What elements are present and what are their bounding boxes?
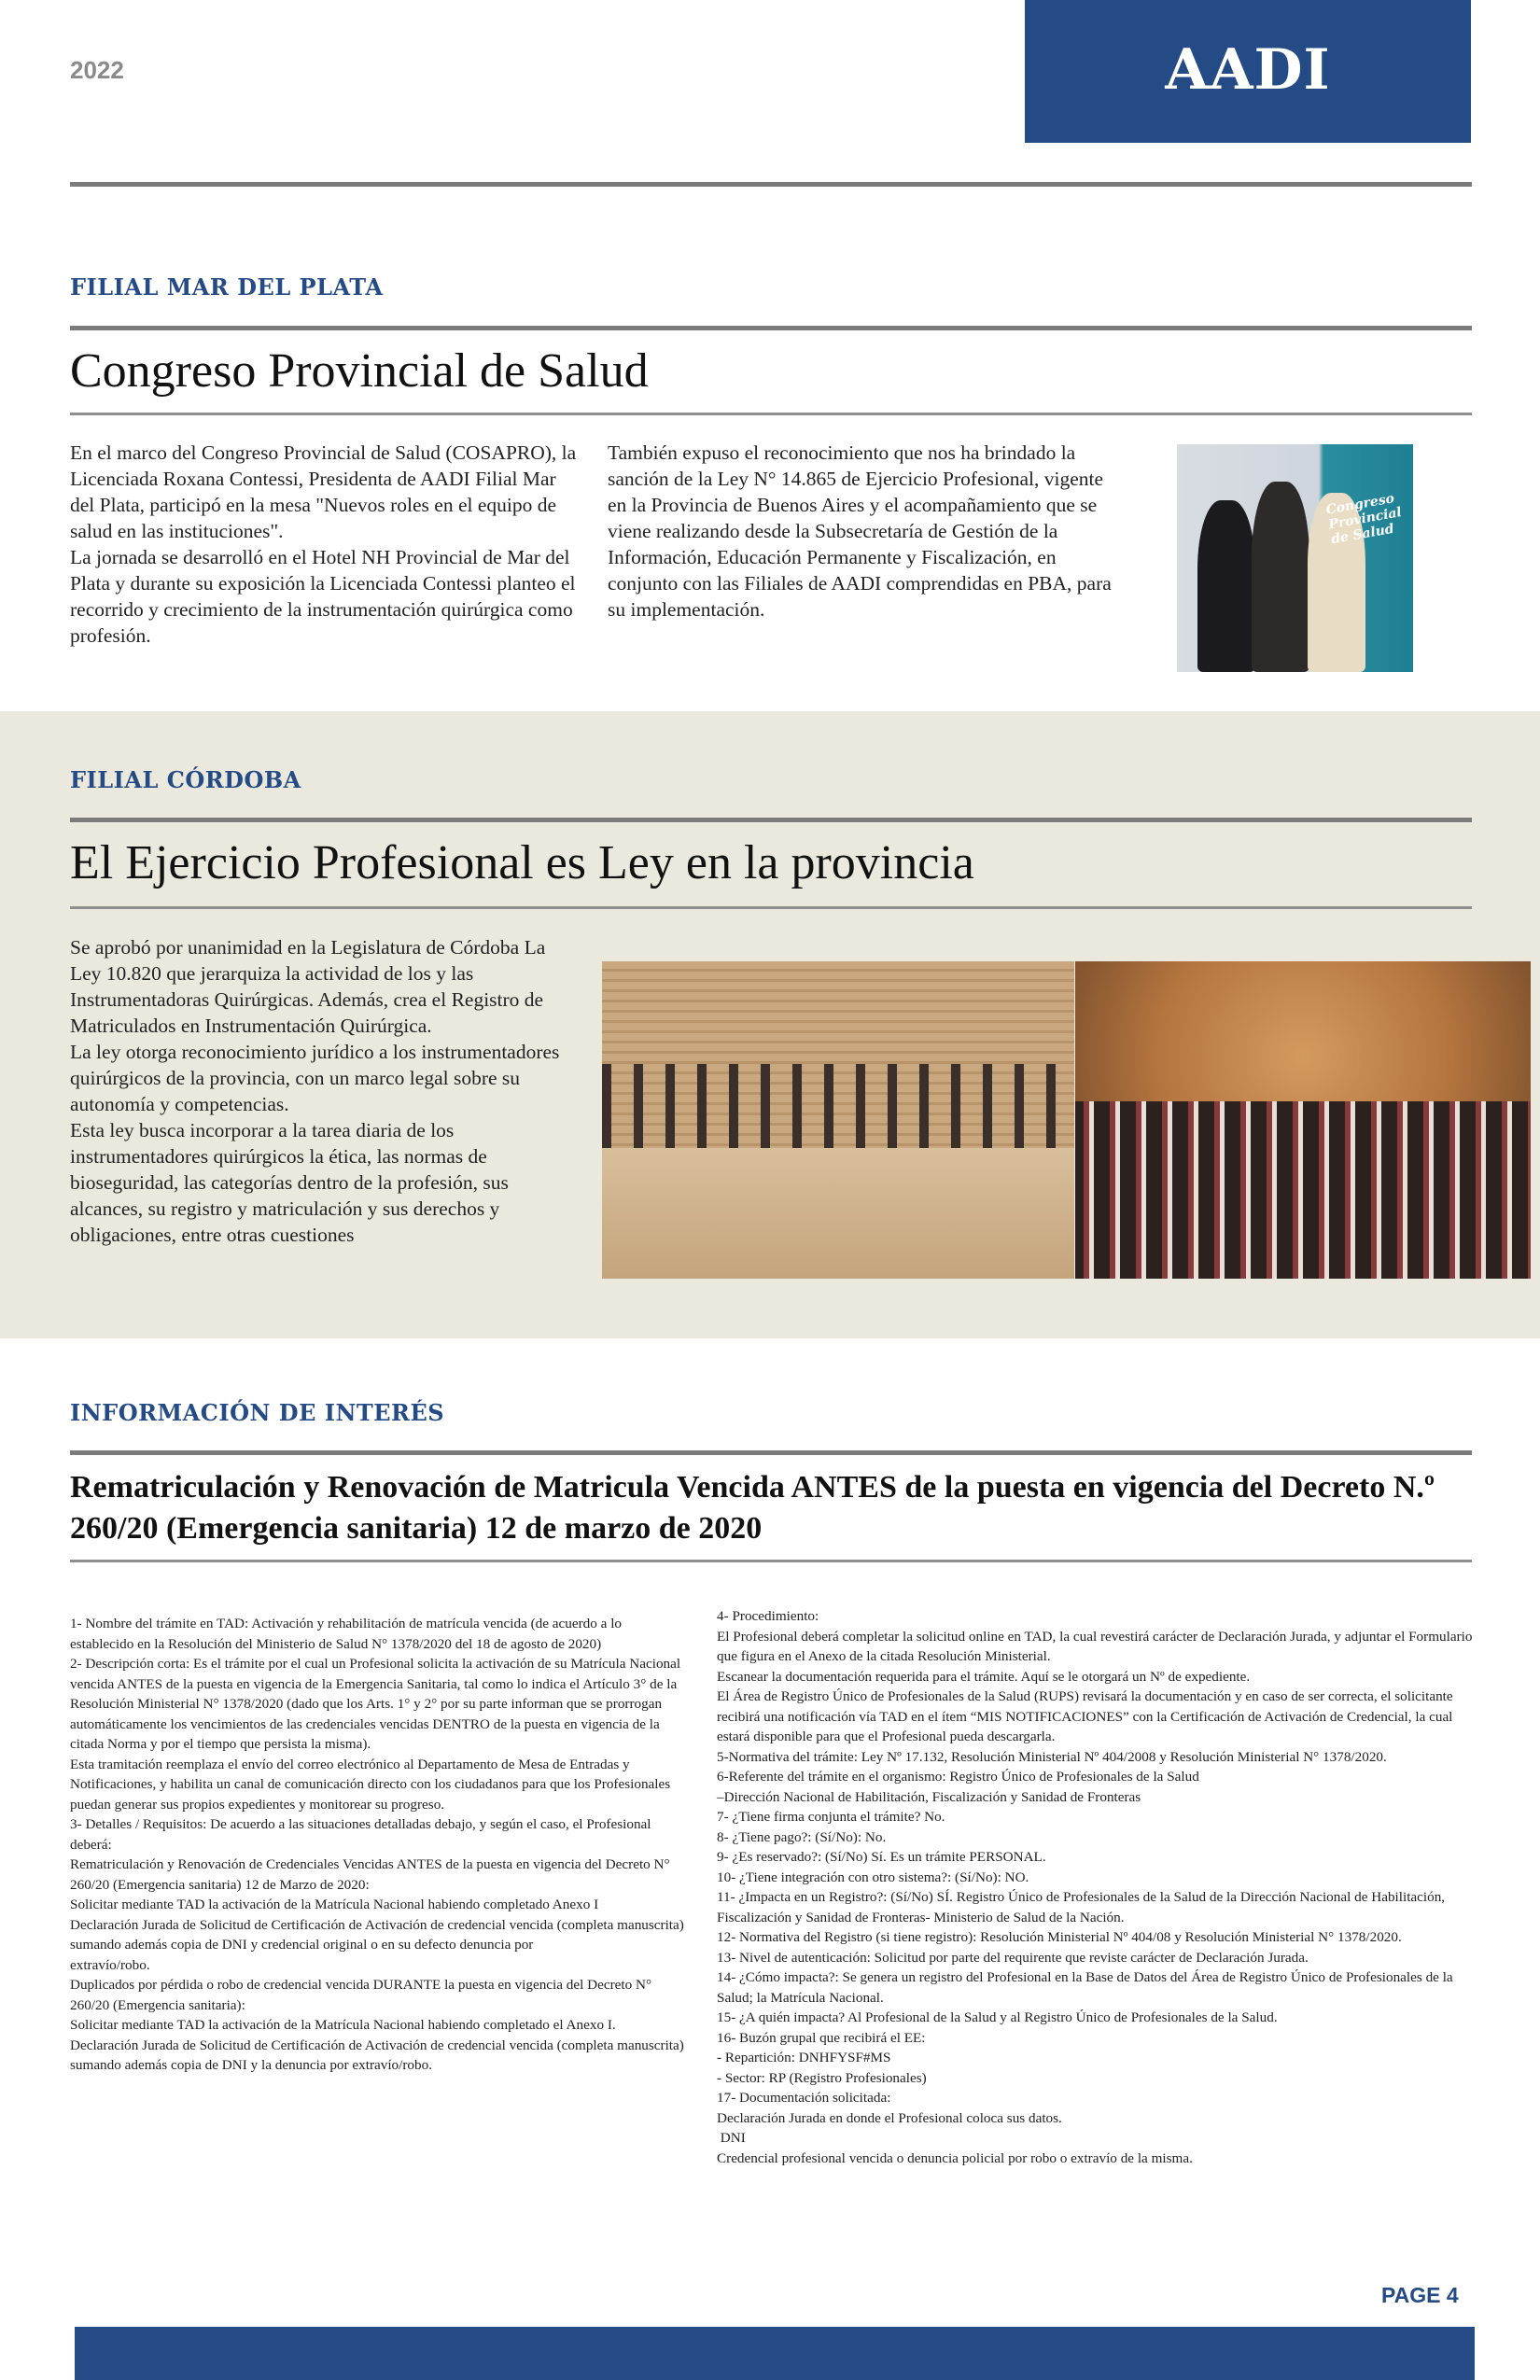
text-line: 3- Detalles / Requisitos: De acuerdo a las situaciones detalladas debajo, y según el caso, el Profesional deberá:: [70, 1816, 651, 1853]
text-line: extravío/robo.: [70, 1956, 150, 1973]
legislature-session-photo: [602, 961, 1074, 1279]
text-line: 10- ¿Tiene integración con otro sistema?: (Sí/No): NO.: [717, 1869, 1029, 1885]
section1-title: Congreso Provincial de Salud: [70, 344, 649, 398]
congreso-banner-text: Congreso Provincial de Salud: [1324, 491, 1403, 548]
paragraph: También expuso el reconocimiento que nos ha brindado la sanción de la Ley N° 14.865 de Ejercicio Profesional, vigente en la Provincia de Buenos Aires y el acompañamiento que se viene realizando desde la Subsecretaría de Gestión de la Información, Educación Permanente y Fiscalización, en conjunto con las Filiales de AADI comprendidas en PBA, para su implementación.: [608, 441, 1112, 621]
legislature-benches: [602, 1148, 1074, 1279]
section2-rule-top: [70, 818, 1472, 822]
section2-title: El Ejercicio Profesional es Ley en la provincia: [70, 836, 974, 889]
legislators-row: [602, 1064, 1074, 1148]
paragraph: Esta ley busca incorporar a la tarea diaria de los instrumentadores quirúrgicos la ética, las normas de bioseguridad, las categorías dentro de la profesión, sus alcances, su registro y matriculación y sus derechos y obligaciones, entre otras cuestiones: [70, 1119, 509, 1246]
brand-logo-text: AADI: [1165, 37, 1331, 103]
paragraph: La jornada se desarrolló en el Hotel NH Provincial de Mar del Plata y durante su exposición la Licenciada Contessi planteo el recorrido y crecimiento de la instrumentación quirúrgica como profesión.: [70, 546, 576, 647]
paragraph: Se aprobó por unanimidad en la Legislatura de Córdoba La Ley 10.820 que jerarquiza la actividad de los y las Instrumentadoras Quirúrgicas. Además, crea el Registro de Matriculados en Instrumentación Quirúrgica.: [70, 936, 546, 1037]
section1-column-1: [70, 440, 579, 649]
text-line: El Profesional deberá completar la solicitud online en TAD, la cual revestirá carácter de Declaración Jurada, y adjuntar el Formulario que figura en el Anexo de la citada Resolución Ministerial.: [717, 1628, 1473, 1664]
congreso-group-photo: [1177, 444, 1413, 672]
text-line: 15- ¿A quién impacta? Al Profesional de la Salud y al Registro Único de Profesionales de la Salud.: [717, 2009, 1278, 2025]
section3-right-column: [717, 1606, 1473, 2168]
section2-rule-bottom: [70, 906, 1472, 909]
text-line: DNI: [717, 2130, 746, 2146]
year-label: 2022: [70, 56, 124, 84]
text-line: Solicitar mediante TAD la activación de la Matrícula Nacional habiendo completado Anexo I: [70, 1897, 599, 1912]
text-line: 7- ¿Tiene firma conjunta el trámite? No.: [717, 1809, 945, 1825]
text-line: 14- ¿Cómo impacta?: Se genera un registro del Profesional en la Base de Datos del Área de Registro Único de Profesionales de la Salud; la Matrícula Nacional.: [717, 1969, 1453, 2006]
section2-text: [70, 934, 579, 1248]
text-line: - Repartición: DNHFYSF#MS: [717, 2050, 891, 2065]
text-line: 13- Nivel de autenticación: Solicitud por parte del requirente que reviste carácter de Declaración Jurada.: [717, 1949, 1309, 1966]
section3-title: Rematriculación y Renovación de Matricula Vencida ANTES de la puesta en vigencia del Decreto N.º 260/20 (Emergencia sanitaria) 12 de marzo de 2020: [70, 1470, 1435, 1546]
section1-rule-top: [70, 326, 1472, 330]
header-divider: [70, 182, 1472, 187]
text-line: 16- Buzón grupal que recibirá el EE:: [717, 2029, 926, 2046]
text-line: 6-Referente del trámite en el organismo: Registro Único de Profesionales de la Salud: [717, 1769, 1199, 1785]
text-line: Declaración Jurada en donde el Profesional coloca sus datos.: [717, 2109, 1062, 2126]
text-line: 17- Documentación solicitada:: [717, 2090, 891, 2106]
footer-bar: [75, 2327, 1475, 2380]
text-line: Rematriculación y Renovación de Credenciales Vencidas ANTES de la puesta en vigencia del Decreto N° 260/20 (Emergencia sanitaria) 12 de Marzo de 2020:: [70, 1856, 670, 1893]
text-line: –Dirección Nacional de Habilitación, Fiscalización y Sanidad de Fronteras: [717, 1788, 1141, 1805]
section3-rule-bottom: [70, 1560, 1472, 1562]
text-line: El Área de Registro Único de Profesionales de la Salud (RUPS) revisará la documentación y en caso de ser correcta, el solicitante recibirá una notificación vía TAD en el ítem “MIS NOTIFICACIONES” con la Certificación de Activación de Credencial, la cual estará disponible para que el Profesional pueda descargarla.: [717, 1688, 1453, 1744]
paragraph: En el marco del Congreso Provincial de Salud (COSAPRO), la Licenciada Roxana Contessi, Presidenta de AADI Filial Mar del Plata, participó en la mesa "Nuevos roles en el equipo de salud en las instituciones".: [70, 441, 577, 542]
text-line: 4- Procedimiento:: [717, 1608, 819, 1624]
text-line: 11- ¿Impacta en un Registro?: (Sí/No) SÍ. Registro Único de Profesionales de la Salud de la Dirección Nacional de Habilitación, Fiscalización y Sanidad de Fronteras- Ministerio de Salud de la Nación.: [717, 1889, 1446, 1925]
text-line: Credencial profesional vencida o denuncia policial por robo o extravío de la misma.: [717, 2149, 1193, 2166]
crowd: [1075, 1101, 1531, 1279]
text-line: Esta tramitación reemplaza el envío del correo electrónico al Departamento de Mesa de Entradas y Notificaciones, y habilita un canal de comunicación directo con los ciudadanos para que los Profesionales puedan generar sus propios expedientes y monitorear su progreso.: [70, 1756, 671, 1813]
section1-column-2: [608, 440, 1116, 623]
person-figure: [1197, 500, 1255, 672]
section3-left-column: [70, 1614, 686, 2076]
section3-kicker: INFORMACIÓN DE INTERÉS: [70, 1399, 445, 1426]
text-line: Declaración Jurada de Solicitud de Certificación de Activación de credencial vencida (completa manuscrita) sumando además copia de DNI y credencial original o en su defecto denuncia por: [70, 1916, 684, 1953]
text-line: Escanear la documentación requerida para el trámite. Aquí se le otorgará un Nº de expediente.: [717, 1668, 1251, 1685]
text-line: 12- Normativa del Registro (si tiene registro): Resolución Ministerial Nº 404/08 y Resolución Ministerial N° 1378/2020.: [717, 1929, 1402, 1945]
text-line: Duplicados por pérdida o robo de credencial vencida DURANTE la puesta en vigencia del Decreto N° 260/20 (Emergencia sanitaria):: [70, 1977, 652, 2013]
paragraph: La ley otorga reconocimiento jurídico a los instrumentadores quirúrgicos de la provincia, con un marco legal sobre su autonomía y competencias.: [70, 1041, 560, 1115]
text-line: 9- ¿Es reservado?: (Sí/No) Sí. Es un trámite PERSONAL.: [717, 1849, 1046, 1865]
text-line: - Sector: RP (Registro Profesionales): [717, 2069, 927, 2086]
text-line: Declaración Jurada de Solicitud de Certificación de Activación de credencial vencida (completa manuscrita) sumando además copia de DNI y la denuncia por extravío/robo.: [70, 2037, 684, 2073]
page-number: PAGE 4: [1381, 2283, 1459, 2307]
section2-kicker: FILIAL CÓRDOBA: [70, 766, 301, 793]
section1-rule-bottom: [70, 413, 1472, 415]
text-line: Solicitar mediante TAD la activación de la Matrícula Nacional habiendo completado el Anexo I.: [70, 2017, 616, 2033]
text-line: 2- Descripción corta: Es el trámite por el cual un Profesional solicita la activación de su Matrícula Nacional vencida ANTES de la puesta en vigencia de la Emergencia Sanitaria, tal como lo indica el Artículo 3° de la Resolución Ministerial N° 1378/2020 (dado que los Arts. 1° y 2° por su parte informan que se prorrogan automáticamente los vencimientos de las credenciales vencidas DENTRO de la puesta en vigencia de la citada Norma y por el tiempo que persista la misma).: [70, 1656, 681, 1752]
text-line: 8- ¿Tiene pago?: (Sí/No): No.: [717, 1828, 887, 1845]
text-line: 1- Nombre del trámite en TAD: Activación y rehabilitación de matrícula vencida (de acuerdo a lo establecido en la Resolución del Ministerio de Salud N° 1378/2020 del 18 de agosto de 2020): [70, 1616, 623, 1652]
text-line: 5-Normativa del trámite: Ley Nº 17.132, Resolución Ministerial Nº 404/2008 y Resolución Ministerial N° 1378/2020.: [717, 1748, 1387, 1765]
celebration-group-photo: [1075, 961, 1531, 1279]
section3-rule-top: [70, 1450, 1472, 1455]
person-figure: [1252, 482, 1309, 672]
section1-kicker: FILIAL MAR DEL PLATA: [70, 273, 384, 301]
